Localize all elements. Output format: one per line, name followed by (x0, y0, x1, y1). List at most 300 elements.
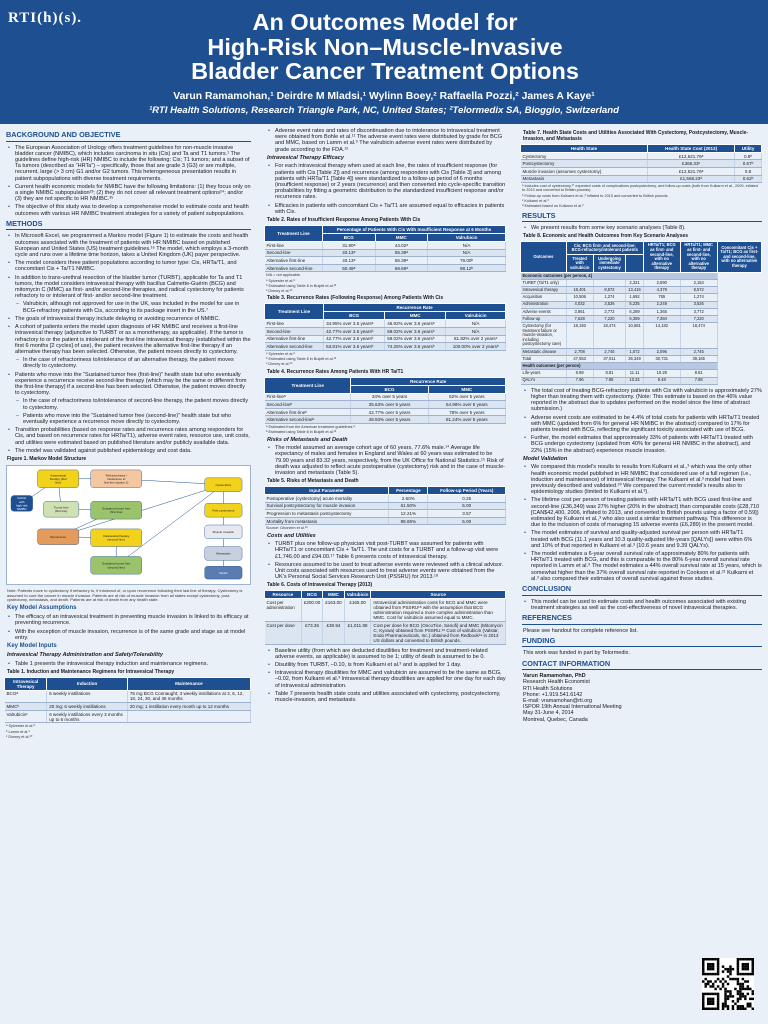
list-item: • The model estimates of survival and quality-adjusted survival per person with HRTa/T1 treated with BCG (11.1 years and 10.3 quality-adjusted life-years [QALYs]) were within 6% and 10% of that reported in Kulkarni et al.³ (10.6 years and 9.39 QALYs). (520, 530, 762, 549)
diagram-node (43, 501, 78, 517)
table-cell: Cystectomy (521, 152, 648, 160)
table-cell: Second-line (265, 327, 324, 335)
table-row (5, 690, 251, 703)
svg-text:Cystectomy: Cystectomy (215, 482, 232, 487)
table-row (265, 249, 506, 257)
diagram-node (205, 566, 242, 579)
table-row (5, 703, 251, 711)
table-cell: 69.69ᵃ (375, 264, 428, 272)
table3-caption: Table 3. Recurrence Rates (Following Response) Among Patients With Cis (267, 295, 444, 302)
table-row (521, 370, 762, 377)
table7-caption: Table 7. Health State Costs and Utilities Associated With Cystectomy, Postcystectomy, Muscle-Invasion, and Metastasis (523, 130, 749, 142)
table-cell: 31.90ᵃ (322, 241, 375, 249)
table-cell: £39.94 (323, 621, 344, 644)
table-row (521, 355, 762, 362)
table-cell: Alternative first-line (265, 257, 323, 265)
list-item: • We present results from some key scenario analyses (Table 8). (520, 225, 762, 231)
table4-caption: Table 4. Recurrence Rates Among Patients With HR Ta/T1 (267, 368, 404, 375)
poster-title (100, 10, 670, 84)
table-cell: £1,011.88 (344, 621, 371, 644)
table-header: Valrubicin (344, 591, 371, 599)
table-row (265, 510, 506, 518)
table-cell (127, 710, 250, 723)
utilities-list (264, 648, 506, 704)
table-cell: 40.13ᵃ (322, 249, 375, 257)
diagram-node (38, 470, 79, 488)
list-item: • A cohort of patients enters the model upon diagnosis of HR NMIBC and receives a first-line intravesical therapy (adjunctive to TURBT or as a monotherapy, as applicable). If the tumor is refractory to or the patient is intolerant of the first-line intravesical therapy (established within the first 6 months [2 cycles] of use), the patient receives the alternative first-line therapy if an alternative therapy has been selected. Otherwise, the patient moves directly to cystectomy. (4, 324, 251, 355)
table-footnote: ᵇ Follow-up costs from Kulkarni et al.,³ inflated to 2013 and converted to British pounds. (522, 193, 669, 198)
table-cell: 10,506 (566, 294, 593, 301)
table-header: MMC (375, 233, 428, 241)
list-item: • The European Association of Urology offers treatment guidelines for non-muscle invasive bladder cancer (NMIBC), which includes carcinoma in situ (Cis) and Ta and T1 tumors.¹ The guidelines define high-risk (HR) NMIBC to include the following: Cis; T1 tumors; and a subset of Ta tumors (described as “HRTa”) – specifically, those that are grade 3 (G3) or are multiple, recurrent, large (> 3 cm) G1 and/or G2 tumors. This heterogeneous presentation results in patient subpopulations with diverse treatment requirements. (4, 145, 251, 182)
table-cell: 64.98% over 5 years (428, 401, 505, 409)
table-cell: 59.02% over 3.6 yearsᵇ (385, 335, 446, 343)
table-cell: 0.67ᵇ (735, 160, 762, 168)
section-heading-methods: METHODS (6, 220, 251, 231)
table-cell: 61.50% (389, 502, 428, 510)
list-item: – Patients who move into the “Sustained tumor free (second-line)” health state but who eventually experience a recurrence move directly to cystectomy. (4, 413, 251, 425)
table-footnote: ᵇ Estimated using Table 8 in Bulpitt et al.¹³ (266, 357, 337, 362)
table-header: Valrubicin (428, 233, 506, 241)
table-header: Treatment Line (265, 304, 324, 320)
table-cell: £165.00 (344, 599, 371, 622)
table-cell: 3,772 (680, 308, 717, 315)
section-heading-conclusion: CONCLUSION (522, 585, 762, 596)
table-cell: N/A (428, 249, 506, 257)
table-footnote: ᶜ Dinney et al.¹⁰ (6, 735, 33, 740)
table-cell: Intravesical administration costs for BCG and MMC were obtained from PSSRU¹⁸ with the assumption that BCG administration required a more complex administration than MMC. Cost for valrubicin assumed equal to MMC. (371, 599, 506, 622)
table-cell: Cost per administration (265, 599, 302, 622)
table-cell: Metastasis (521, 175, 648, 183)
list-item: • The model considers three patient populations according to tumor type: Cis, HRTa/T1, and concomitant Cis + Ta/T1 NMIBC. (4, 260, 251, 272)
table-cell: 81.82% over 2 yearsᶜ (446, 335, 506, 343)
table2-footnotes (264, 273, 506, 293)
table-cell: Alternative second-line (265, 343, 324, 351)
table-cell: 7.88 (593, 377, 626, 384)
table-row (265, 241, 506, 249)
list-item: • In addition to trans-urethral resection of the bladder tumor (TURBT), applicable for Ta and T1 tumors, the model considers intravesical therapy with bacillus Calmette-Guérin (BCG) and mitomycin C (MMC) as first- and/or second-line therapies, and radical cystectomy for patients refractory to or intolerant of first- and/or second-line treatment. (4, 275, 251, 300)
table-cell: 18,193 (566, 323, 593, 349)
header-banner (0, 0, 768, 124)
table8-caption: Table 8. Economic and Health Outcomes from Key Scenario Analyses (523, 233, 689, 240)
qr-code-icon[interactable] (702, 958, 754, 1010)
figure1-caption: Figure 1. Markov Model Structure (7, 455, 87, 462)
table-header: MMC (323, 591, 344, 599)
diagram-node (205, 478, 242, 492)
svg-text:Muscle invasion: Muscle invasion (212, 529, 235, 534)
contact-line: Research Health Economist (523, 679, 590, 686)
table-row (521, 301, 762, 308)
table-cell: 9.48 (643, 377, 680, 384)
table-cell: 3,861 (566, 308, 593, 315)
table-cell: 11.11 (626, 370, 644, 377)
table-cell: N/A (446, 327, 506, 335)
svg-text:(second line): (second line) (107, 537, 125, 542)
table-cell: 88.65% (389, 517, 428, 525)
contact-email[interactable]: E-mail: vramamohan@rti.org (523, 698, 592, 705)
table-cell: 98.12ᵇ (428, 264, 506, 272)
meeting-line: Montreal, Quebec, Canada (523, 716, 588, 723)
svg-text:line): line) (55, 480, 62, 485)
list-item: • The efficacy of an intravesical treatment in preventing muscle invasion is linked to its efficacy at preventing recurrence. (4, 614, 251, 626)
svg-text:Recurrence: Recurrence (50, 534, 67, 539)
table-cell: First-line (265, 320, 324, 328)
contact-name: Varun Ramamohan, PhD (523, 673, 586, 680)
table-header: Source (371, 591, 506, 599)
table-cell: 8,572 (680, 287, 717, 294)
table-header: MMC (428, 385, 505, 393)
table-footnote: ᵃ Includes cost of cystectomy,¹⁷ expected costs of complications postcystectomy, and follow-up costs (both from Kulkarni et al., 2009, inflated to 2013 and converted to British pounds). (522, 184, 758, 193)
svg-text:Death: Death (219, 570, 228, 575)
title-line: Bladder Cancer Treatment Options (191, 58, 579, 84)
diagram-node (205, 503, 242, 517)
table-header: Input Parameter (265, 487, 389, 495)
table-header: Outcomes (521, 242, 567, 273)
table-row (265, 393, 506, 401)
table-cell: Alternative second-lineᵇ (265, 416, 351, 424)
table-cell: 10.29 (643, 370, 680, 377)
table-cell: 55.39ᵃ (375, 249, 428, 257)
table-row (265, 502, 506, 510)
meeting-line: May 31-June 4, 2014 (523, 710, 574, 717)
list-item: • This model can be used to estimate costs and health outcomes associated with existing treatment strategies as well as the cost-effectiveness of novel intravesical therapies. (520, 599, 762, 611)
table-cell: N/A (446, 320, 506, 328)
section-heading-references: REFERENCES (522, 614, 762, 625)
table-cell: 765 (643, 294, 680, 301)
table-cell: 20 mg; 1 instillation every month up to 12 months (127, 703, 250, 711)
table-row (521, 294, 762, 301)
table-row (265, 257, 506, 265)
section-heading-background: BACKGROUND AND OBJECTIVE (6, 131, 251, 142)
rti-logo: RTI(h)(s). (8, 10, 83, 26)
list-item: • Baseline utility (from which are deducted disutilities for treatment and treatment-related adverse events, as applicable) is assumed to be 1; utility of death is assumed to be 0. (264, 648, 506, 660)
svg-text:Sustained tumor free: Sustained tumor free (102, 506, 131, 511)
table-cell: 34% over 5 years (351, 393, 428, 401)
diagram-node (91, 501, 142, 519)
table-header: Health State Cost (2013) (648, 144, 735, 152)
table-cell: £365.33ᶜ (648, 160, 735, 168)
table-cell: 7.88 (680, 377, 717, 384)
table-cell: 6 weekly instillations every 3 months up to 6 months (47, 710, 128, 723)
table-cell: 81.24% over 5 years (428, 416, 505, 424)
table-cell (593, 280, 626, 287)
table-cell: 5,235 (626, 301, 644, 308)
validation-list (520, 464, 762, 582)
table-footnote: ᶜ Kulkarni et al.³ (522, 199, 549, 204)
table-header: Follow-up Period (Years) (428, 487, 506, 495)
table-cell: £12,621.76ᵃ (648, 152, 735, 160)
table-cell: 8.81 (593, 370, 626, 377)
table-row (521, 308, 762, 315)
svg-text:Sustained tumor free: Sustained tumor free (102, 561, 131, 566)
table5-footnotes (264, 526, 506, 530)
svg-text:first-line (option 1): first-line (option 1) (104, 480, 129, 485)
list-item: • In Microsoft Excel, we programmed a Markov model (Figure 1) to estimate the costs and health outcomes associated with the treatment of patients with HR NMIBC based on published European and United States (US) treatment guidelines.¹⁶ The model, which employs a 3-month cycle and runs over a lifetime time horizon, takes a United Kingdom (UK) payer perspective. (4, 233, 251, 258)
table-cell: 40.13ᵃ (322, 257, 375, 265)
table-cell: £163.00 (323, 599, 344, 622)
table-footnote: ᵇ Lamm et al.⁹ (6, 729, 30, 734)
table-section-label: Economic outcomes (per person, £) (521, 272, 718, 279)
table-cell: 55.39ᵃ (375, 257, 428, 265)
list-item: • Efficacies in patients with concomitant Cis + Ta/T1 are assumed equal to efficacies in patients with Cis. (264, 203, 506, 215)
table-cell: Cost per dose for BCG (OncoTice, Sanofi) and MMC (Mitomycin C, Kyowa) obtained from PSSRU.¹⁸ Cost of valrubicin (Valstar, Endo Pharmaceuticals, Inc.) obtained from Redbook¹⁹ in 2013 US dollars and converted to British pounds. (371, 621, 506, 644)
key-assumptions-heading: Key Model Assumptions (7, 605, 77, 612)
list-item: • Adverse event rates and rates of discontinuation due to intolerance to intravesical treatment were obtained from Bohle et al.¹¹ The adverse event rates were distributed by grade for BCG and MMC, based on Lamm et al.⁹ The valrubicin adverse event rates were distributed by grade according to the FDA.¹² (264, 128, 506, 153)
table-header: HRTa/T1; MMC as first- and second-line, with no alternative therapy (680, 242, 717, 273)
list-item: • The model estimates a 6-year overall survival rate of approximately 80% for patients with HRTa/T1 treated with BCG, and this is comparable to the 80% 6-year overall survival rate reported in Lamm et al.⁹ The model estimates a 44% overall survival rate at 15 years, which is somewhat higher than the 37% overall survival rate reported in Cookson et al.²¹ Kulkarni et al.³ also compared their estimates of overall survival against these studies. (520, 551, 762, 582)
key-inputs-heading: Key Model Inputs (7, 642, 57, 649)
table-cell: Adverse events (521, 308, 567, 315)
table-cell: QALYs (521, 377, 567, 384)
table-cell: Follow-up (521, 316, 567, 323)
table-header: Intravesical Therapy (5, 677, 47, 690)
table-cell: 7,628 (566, 316, 593, 323)
figure1-note: Note: Patients move to cystectomy if refractory to, if intolerant of, or upon recurrence following their last line of therapy. Cystectomy is assumed to cure the cancer in muscle invasion. Patients are at risk of muscle invasion from all states except cystectomy, post-cystectomy, metastasis, and death. Patients are at risk of death from any health state. (7, 588, 243, 603)
column-middle (257, 124, 512, 1024)
adverse-events-list (264, 128, 506, 153)
table-cell: 2,321 (626, 280, 644, 287)
results-intro-list (520, 225, 762, 231)
table-cell: Survival postcystectomy for muscle invasion (265, 502, 389, 510)
list-item: • With the exception of muscle invasion, recurrence is of the same grade and stage as at model entry. (4, 629, 251, 641)
column-right (512, 124, 768, 1024)
risks-list (264, 445, 506, 476)
table-cell: £1,568.23ᵈ (648, 175, 735, 183)
table-cell: 75 mg BCG Connaught; 3 weekly instillations at 3, 6, 12, 18, 24, 30, and 36 months (127, 690, 250, 703)
svg-text:high-risk: high-risk (16, 503, 28, 508)
section-heading-results: RESULTS (522, 212, 762, 223)
table-row (521, 287, 762, 294)
table-header: BCG (301, 591, 322, 599)
table-cell: Administration (521, 301, 567, 308)
table-cell: 7,384 (643, 316, 680, 323)
title-line: An Outcomes Model for (252, 9, 518, 35)
table-footnote: ᵃ Sylvester et al.⁸ (6, 724, 35, 729)
table-cell (566, 280, 593, 287)
table-cell: Total (521, 355, 567, 362)
table-cell: £73.36 (301, 621, 322, 644)
table-cell: 2,096 (643, 348, 680, 355)
table-cell: First-line (265, 241, 323, 249)
table-cell: 2,708 (566, 348, 593, 355)
table-cell: 12.21% (389, 510, 428, 518)
contact-line: RTI Health Solutions (523, 685, 573, 692)
table-cell: 3,772 (593, 308, 626, 315)
table-cell: 6,289 (626, 308, 644, 315)
svg-text:NMIBC: NMIBC (16, 506, 27, 511)
list-item: • The lifetime cost per person of treating patients with HRTa/T1 with BCG used first-line and second-line (£36,349) was 27% higher (20% in the abstract) than comparable costs (£28,710 [CAN$42,400, 2006, inflated to 2013, and converted to British pounds using a factor of 0.59]) estimated by Kulkarni et al.,³ who also used a similar treatment pathway. This difference is due to the inclusion of costs of managing 15 adverse events (£6,289) in the present model. (520, 497, 762, 528)
table-cell: Muscle invasion (assumes cystectomy) (521, 167, 648, 175)
table-footnote: ᵃ Estimated from the American treatment guidelines.⁶ (266, 424, 356, 429)
table-cell: 5.00 (428, 517, 506, 525)
table-header: BCG (324, 312, 385, 320)
table-cell: 2,249 (643, 301, 680, 308)
list-item: • Adverse event costs are estimated to be 4.4% of total costs for patients with HRTa/T1 treated with MMC (updated from 6% for general HR NMIBC in the abstract) compared to 17% for patients treated with BCG, reflecting the significant toxicity associated with use of BCG. (520, 415, 762, 434)
table-cell: 20 mg; 6 weekly instillations (47, 703, 128, 711)
diagram-node (205, 525, 242, 539)
table-row (265, 495, 506, 503)
table-cell: Intravesical therapy (521, 287, 567, 294)
list-item: • Further, the model estimates that approximately 33% of patients with HRTa/T1 treated with BCG undergo cystectomy (updated from 40% for general HR NMIBC in the abstract), and 22% (15% in the abstract) experience muscle invasion. (520, 435, 762, 454)
table-cell: 48.93% over 5 years (351, 416, 428, 424)
list-item: – In the case of refractoriness to/intolerance of second-line therapy, the patient moves directly to cystectomy. (4, 398, 251, 410)
table-cell: 18,401 (566, 287, 593, 294)
svg-text:Tumor free: Tumor free (53, 505, 69, 510)
table-cell: 39,165 (680, 355, 717, 362)
table-header: Health State (521, 144, 648, 152)
table-section-label: Health outcomes (per person) (521, 363, 718, 370)
diagram-node (205, 546, 242, 560)
table-cell: 74.25% over 3.6 yearsᵇ (385, 343, 446, 351)
table-header: Concomitant Cis + Ta/T1; BCG as first- and second-line, with no alternative therapy (717, 242, 761, 273)
table-cell: 14,182 (643, 323, 680, 349)
table-cell: 44.02ᵃ (375, 241, 428, 249)
table-cell: £12,621.76ᵃ (648, 167, 735, 175)
table-cell: Postcystectomy (521, 160, 648, 168)
efficacy-heading: Intravesical Therapy Efficacy (267, 154, 345, 161)
table-cell: Acquisition (521, 294, 567, 301)
svg-text:with: with (19, 499, 25, 504)
table8 (520, 241, 762, 384)
references-text: Please see handout for complete reference list. (523, 627, 638, 634)
svg-text:therapy (first: therapy (first (49, 476, 67, 481)
efficacy-list (264, 163, 506, 215)
admin-list (4, 661, 251, 667)
list-item: • Resources assumed to be used to treat adverse events were reviewed with a clinical advisor. Unit costs associated with resources used to treat adverse events were obtained from the UK’s Personal Social Services Research Unit (PSSRU) for 2013.¹⁸ (264, 562, 506, 581)
table-cell: 10.34 (626, 377, 644, 384)
table-cell: 62% over 5 years (428, 393, 505, 401)
table-header: Resource (265, 591, 302, 599)
diagram-node (91, 529, 142, 547)
affiliations: ¹RTI Health Solutions, Research Triangle Park, NC, United States; ²Telormedix SA, Bioggio, Switzerland (148, 105, 619, 116)
diagram-node (91, 470, 142, 488)
table-footnote: ᵇ Estimated using Table 8 in Bulpitt et al.¹³ (266, 430, 337, 435)
conclusion-list (520, 599, 762, 611)
table-header: Treated with valrubicin (566, 255, 593, 273)
table-row (521, 175, 762, 183)
table-header: Utility (735, 144, 762, 152)
table-header: BCG (351, 385, 428, 393)
table7 (520, 144, 762, 183)
table1-footnotes (4, 724, 251, 739)
funding-text: This work was funded in part by Telormedix. (523, 650, 630, 657)
svg-text:Intravesical: Intravesical (50, 473, 66, 478)
table-cell: 47,553 (566, 355, 593, 362)
table-row (265, 408, 506, 416)
list-item: • The objective of this study was to develop a comprehensive model to estimate costs and health outcomes with various HR NMIBC treatment strategies for a variety of patient subpopulations. (4, 204, 251, 216)
table-header: Maintenance (127, 677, 250, 690)
list-item: • The total cost of treating BCG-refractory patients with Cis with valrubicin is approximately 27% higher than treating them with cystectomy. (Note: This estimate is based on the 46% value reported in the abstract due to updates performed on the model since the time of abstract submission.) (520, 388, 762, 413)
table-cell: 0.8 (735, 167, 762, 175)
table-row (265, 264, 506, 272)
table-cell: 2.60% (389, 495, 428, 503)
table-header: Cis; BCG first- and second-line; BCG-refractory/intolerant patients (566, 242, 643, 255)
table-row (521, 316, 762, 323)
table-cell: 100.00% over 2 yearsᵇ (446, 343, 506, 351)
table-cell: 1,692 (626, 294, 644, 301)
table-cell: 30,731 (643, 355, 680, 362)
table-header: BCG (322, 233, 375, 241)
table-cell: N/A (428, 241, 506, 249)
table7-footnotes (520, 184, 762, 208)
diagram-node (38, 529, 79, 545)
table-cell: Postoperative (cystectomy) acute mortality (265, 495, 389, 503)
list-item: • The model assumed an average cohort age of 60 years, 77.6% male.¹⁴ Average life expectancy of males and females in England and Wales at 60 years was estimated to be 79.90 years and 83.32 years, respectively, from the UK Office for National Statistics.¹⁵ Risk of death was adjusted to reflect acute postoperative (cystectomy) risk and in the case of muscle-invasion and metastasis (Table 5). (264, 445, 506, 476)
table3 (264, 303, 506, 350)
svg-text:(first line): (first line) (54, 509, 68, 514)
table-footnote: ᶜ Dinney et al.¹⁰ (266, 362, 293, 367)
table-cell: 36,349 (626, 355, 644, 362)
table-cell: 6 weekly instillations (47, 690, 128, 703)
table-cell: 8.81 (680, 370, 717, 377)
table-cell: 50.49ᵃ (322, 264, 375, 272)
list-item: • Current health economic models for NMIBC have the following limitations: (1) they focus only on a single NMIBC subpopulation²³; (2) they do not cover all relevant treatment options²⁴; and/or (3) they are not specific to HR NMIBC.³⁵ (4, 184, 251, 203)
table-cell: 1,572 (626, 348, 644, 355)
table2-caption: Table 2. Rates of Insufficient Response Among Patients With Cis (267, 217, 421, 224)
table-cell: 1,274 (680, 294, 717, 301)
table-cell: Progression to metastasis postcystectomy (265, 510, 389, 518)
table-footnote: ᵈ Estimated based on Kulkarni et al.³ (522, 204, 584, 209)
table-cell: 7,220 (680, 316, 717, 323)
table-cell: 42.77% over 3.6 yearsᵇ (324, 327, 385, 335)
list-item: • TURBT plus one follow-up physician visit post-TURBT was assumed for patients with HRTa/T1 or concomitant Cis + Ta/T1. The unit costs for a TURBT and a follow-up visit were £1,746.00 and £94.00.¹⁷ Table 6 presents costs of intravesical therapy. (264, 541, 506, 560)
table-cell: 1,365 (643, 308, 680, 315)
table-cell: 35.63% over 5 years (351, 401, 428, 409)
costs-heading: Costs and Utilities (267, 532, 316, 539)
table-cell: Life-years (521, 370, 567, 377)
table-header: Recurrence Rate (351, 377, 506, 385)
list-item: • Table 7 presents health state costs and utilities associated with cystectomy, postcystectomy, muscle-invasion, and metastasis. (264, 691, 506, 703)
table-row (5, 710, 251, 723)
section-heading-funding: FUNDING (522, 637, 762, 648)
markov-model-diagram (6, 465, 251, 585)
results-list (520, 388, 762, 454)
table-cell: 8.89 (566, 370, 593, 377)
table3-footnotes (264, 352, 506, 367)
svg-text:Intravesical therapy: Intravesical therapy (103, 534, 130, 539)
list-item: – In the case of refractoriness to/intolerance of an alternative therapy, the patient moves directly to cystectomy. (4, 357, 251, 369)
table-header: Percentage of Patients With Cis With Insufficient Response at 6 Months (322, 225, 505, 233)
list-item: • Patients who move into the “Sustained tumor free (first-line)” health state but who eventually experience a recurrence receive second-line therapy (which may be the same or different from the first-line therapy) if a second-line has been selected. Otherwise, the patient moves directly to cystectomy. (4, 372, 251, 397)
validation-heading: Model Validation (523, 455, 568, 462)
table-cell: 2,745 (680, 348, 717, 355)
table-row (521, 323, 762, 349)
table-cell: Mortality from metastasis (265, 517, 389, 525)
table-cell: 18,474 (593, 323, 626, 349)
table-header: HRTa/T1; BCG as first- and second-line, with no alternative therapy (643, 242, 680, 273)
table-row (265, 621, 506, 644)
table-cell: 5.00 (428, 502, 506, 510)
table-cell: 7.96 (566, 377, 593, 384)
title-line: High-Risk Non–Muscle-Invasive (207, 33, 563, 60)
table-header: Percentage (389, 487, 428, 495)
table-row (265, 327, 506, 335)
table4 (264, 377, 506, 424)
table4-footnotes (264, 425, 506, 435)
table-footnote: ᵃ Sylvester et al.⁸ (266, 278, 295, 283)
table-row (265, 416, 506, 424)
contact-line: Phone: +1.919.541.6142 (523, 691, 583, 698)
table-header: Valrubicin (446, 312, 506, 320)
table-header: Induction (47, 677, 128, 690)
table-header: Recurrence Rate (324, 304, 506, 312)
table-cell: Metastatic disease (521, 348, 567, 355)
table-cell: First-lineᵃ (265, 393, 351, 401)
table-cell: Cystectomy (for treatment failure or muscle-invasion, including postcystectomy care) (521, 323, 567, 349)
svg-text:Metastasis: Metastasis (216, 551, 231, 556)
table-row (521, 377, 762, 384)
table-cell: 8,572 (593, 287, 626, 294)
